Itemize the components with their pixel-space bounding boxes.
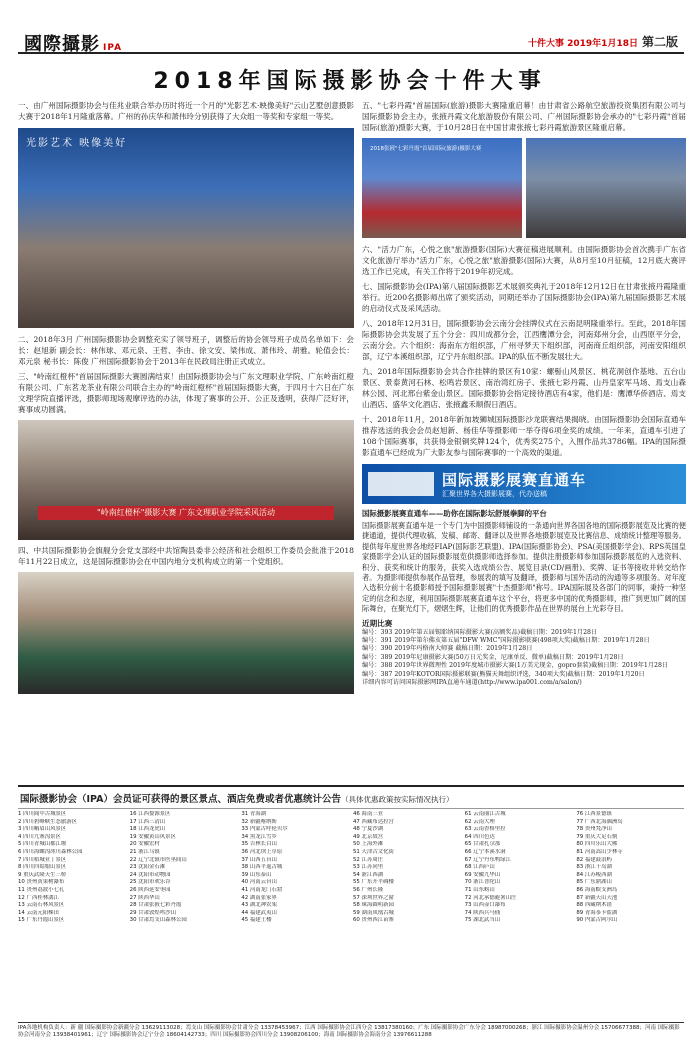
spot-item: 80 四川乐山大佛 <box>576 841 618 848</box>
article-5: 五、"七彩丹霞"首届国际(旅游)摄影大赛隆重启幕！由甘肃省公路航空旅游投资集团有限公司与国际摄影协会主办，张掖丹霞文化旅游股份有限公司、广州国际摄影协会承办的"七彩丹霞"首届国际(旅游)摄影大赛，于10月28日在中国甘肃张掖七彩丹霞旅游景区隆重启幕。 <box>362 101 686 132</box>
spot-item: 25 沈阳市欢乐谷 <box>129 879 171 886</box>
article-7: 七、国际摄影协会(IPA)第八届国际摄影艺术展颁奖典礼于2018年12月12日在甘肃张掖丹霞隆重举行。近200名摄影师出席了颁奖活动，同期还举办了国际摄影协会(IPA)第九届国际摄影艺术展的启动仪式及采风活动。 <box>362 282 686 313</box>
spot-item: 16 江西婺源景区 <box>129 811 171 817</box>
spot-item: 24 沈阳市动物园 <box>129 871 171 878</box>
spot-item: 71 山东崂山 <box>464 886 495 893</box>
right-column <box>362 100 686 688</box>
spot-item: 10 贵州黄果树瀑布 <box>18 879 65 886</box>
article-6: 六、"活力广东，心悦之旅"旅游摄影(国际)大赛征稿进展顺利。由国际摄影协会首次携手广东省文化旅游厅举办"活力广东，心悦之旅"旅游摄影(国际)大赛，从8月至10月征稿，12月底大赛评选工作已完成，有关工作将于2019年初完成。 <box>362 245 686 276</box>
spot-item: 64 四川色达 <box>464 833 495 840</box>
spot-item: 30 甘肃焉支山森林公园 <box>129 917 187 924</box>
spot-item: 60 贵州西江苗寨 <box>352 917 394 924</box>
spot-item: 9 重庆武隆天生三桥 <box>18 871 67 878</box>
recent-item: 编号：388 2019年世界微理性 2019年度城市摄影大赛(1万美元现金，gopro套装)截稿日期：2019年1月28日 <box>362 662 669 670</box>
photo-meeting <box>18 572 354 694</box>
spot-item: 55 广东开平碉楼 <box>352 879 394 886</box>
spot-item: 27 陕西华山 <box>129 894 160 901</box>
spot-item: 3 四川峨眉山风景区 <box>18 826 67 833</box>
spot-item: 86 海南蜈支洲岛 <box>576 886 618 893</box>
spot-item: 83 浙江千岛湖 <box>576 864 612 871</box>
article-8: 八、2018年12月31日，国际摄影协会云南分会挂牌仪式在云南昆明隆重举行。至此，2018年国际摄影协会共发展了五个分会：四川成都分会，江西鹰潭分会，河南郑州分会，山西原平分会，云南分会。六个组织：海南东方组织部，广州寻梦天下组织部，河南商丘组织部，河南安阳组织部，辽宁本溪组织部，辽宁丹东组织部。IPA的队伍不断发展壮大。 <box>362 319 686 361</box>
spot-item: 46 海南三亚 <box>352 811 384 817</box>
spot-item: 77 广西北海涠洲岛 <box>576 818 623 825</box>
recent-link[interactable]: 详细内容可访问国际摄影网IPA直通车通道(http://www.ipa001.com/a/salon/) <box>362 679 582 687</box>
page-number: 第二版 <box>641 35 678 49</box>
spot-item: 59 湖南凤凰古城 <box>352 909 394 916</box>
spot-item: 62 云南大理 <box>464 818 495 825</box>
spot-item: 54 浙江西湖 <box>352 871 384 878</box>
table-title: 国际摄影协会（IPA）会员证可获得的景区景点、酒店免费或者优惠统计公告（具体优惠政策按实际情况执行） <box>20 794 454 805</box>
spot-item: 57 深圳世界之窗 <box>352 894 394 901</box>
spot-item: 39 山东泰山 <box>241 871 272 878</box>
spot-item: 84 江苏瘦西湖 <box>576 871 612 878</box>
masthead <box>18 28 684 54</box>
spot-item: 22 辽宁北镇市医巫闾山 <box>129 856 187 863</box>
spot-item: 17 江西三清山 <box>129 818 166 825</box>
spot-item: 65 甘肃扎尕那 <box>464 841 501 848</box>
spot-item: 74 陕西兵马俑 <box>464 909 501 916</box>
recent-item: 编号：391 2019年第尔佛亥第五届"DFW WMC"国际摄影联赛(498项大奖)截稿日期：2019年1月28日 <box>362 637 650 645</box>
spot-item: 2 四川碧峰峡生态旅游区 <box>18 818 78 825</box>
article-4: 四、中共国际摄影协会旗舰分会党支部经中共馆陶县委非公经济和社会组织工作委员会批准于2018年11月22日成立，这是国际摄影协会在中国内地分支机构成立的第一个党组织。 <box>18 546 354 566</box>
spot-item: 31 青海湖 <box>241 811 267 817</box>
spot-item: 35 吉林长白山 <box>241 841 277 848</box>
spot-item: 50 上海外滩 <box>352 841 384 848</box>
direct-train-banner: 国际摄影展赛直通车 汇聚世界各大摄影展赛，代办送稿 <box>362 464 686 504</box>
spot-item: 79 重庆大足石刻 <box>576 833 618 840</box>
spot-item: 68 江西庐山 <box>464 864 495 871</box>
spot-item: 61 云南丽江古城 <box>464 811 506 817</box>
spot-item: 42 湖南张家界 <box>241 894 277 901</box>
spot-item: 49 北京故宫 <box>352 833 384 840</box>
spot-item: 36 河北坝上草原 <box>241 848 283 855</box>
recent-item: 编号：393 2019年第五届锡耶纳国际摄影大赛(高额奖品)截稿日期：2019年1月28日 <box>362 628 598 636</box>
spot-item: 58 珠海圆明新园 <box>352 902 394 909</box>
left-column <box>18 100 354 694</box>
photo-award-ceremony: 光影艺术 映像美好 <box>18 128 354 328</box>
article-3: 三、"岭南红橙杯"首届国际摄影大赛圆满结束！由国际摄影协会与广东文理职业学院、广东岭南红橙有限公司、广东茗龙茶业有限公司联合主办的"岭南红橙杯"首届国际摄影大赛，于四月十六日在广东文理学院直播评选，摄影师现场观摩评选的办法，体现了赛事的公开、公正及透明，获得广泛好评，赛事成功圆满。 <box>18 372 354 414</box>
photo-group: "岭南红橙杯"摄影大赛 广东文理职业学院采风活动 <box>18 420 354 540</box>
spot-item: 75 湖北武当山 <box>464 917 501 924</box>
spot-item: 33 内蒙古呼伦贝尔 <box>241 826 288 833</box>
spot-item: 21 浙江乌镇 <box>129 848 160 855</box>
spots-grid <box>18 808 684 925</box>
spot-item: 67 辽宁丹东鸭绿江 <box>464 856 511 863</box>
spot-item: 5 四川青城山都江堰 <box>18 841 67 848</box>
contacts-footer: IPA各地机构负责人：新 疆 国际摄影协会新疆分会 13629113028；焉支山 国际摄影协会甘肃分会 13378453967；江西 国际摄影协会江西分会 13817380160；广东 国际摄影协会广东分会 18987000268；浙江 国际摄影协会温州分会 15706677388；河南 国际摄影协会河南分会 13938401961；辽宁 国际摄影协会辽宁分会 18604142733；四川 国际摄影协会四川分会 13908206100；海南 国际摄影协会海南分会 13976611288 <box>18 1022 684 1039</box>
spot-item: 66 辽宁本溪水洞 <box>464 848 506 855</box>
direct-train-heading: 国际摄影展赛直通车——助你在国际影坛舒展拳脚的平台 <box>362 509 547 518</box>
recent-item: 编号：389 2019年尼康摄影大赛(50万日元奖金，尼康单反、微单)截稿日期：2019年1月28日 <box>362 653 624 661</box>
spot-item: 26 陕西延安枣园 <box>129 886 171 893</box>
article-1: 一、由广州国际摄影协会与佳兆业联合举办历时将近一个月的"光影艺术·映像美好"云山艺墅创意摄影大赛于2018年1月隆重落幕。广州的孙庆华和萧伟玲分别获得了大众组一等奖和专家组一等奖。 <box>18 101 354 121</box>
spot-item: 43 湖北神农架 <box>241 902 277 909</box>
newspaper-logo: 國際攝影 IPA <box>24 34 123 55</box>
spot-item: 52 江苏周庄 <box>352 856 384 863</box>
spot-item: 20 安徽宏村 <box>129 841 160 848</box>
spot-item: 47 西藏布达拉宫 <box>352 818 394 825</box>
spot-item: 28 甘肃张掖七彩丹霞 <box>129 902 182 909</box>
spot-item: 63 云南香格里拉 <box>464 826 506 833</box>
spot-item: 18 江西龙虎山 <box>129 826 166 833</box>
scenic-spots-table <box>18 785 684 925</box>
spot-item: 13 云南石林风景区 <box>18 902 65 909</box>
spot-item: 15 广东丹霞山景区 <box>18 917 65 924</box>
spot-item: 8 四川四姑娘山景区 <box>18 864 67 871</box>
spot-item: 89 青海茶卡盐湖 <box>576 909 618 916</box>
spot-item: 38 山西平遥古城 <box>241 864 283 871</box>
recent-item: 编号：387 2019年KOTOR国际摄影联赛(熊猫天舞组织评选，340项大奖)截稿日期：2019年1月20日 <box>362 670 645 678</box>
recent-item: 编号：390 2019年玛格南大师赛 截稿日期：2019年1月28日 <box>362 645 533 653</box>
spot-item: 12 广西桂林漓江 <box>18 894 59 901</box>
spot-item: 82 福建鼓浪屿 <box>576 856 612 863</box>
spot-item: 72 河北承德避暑山庄 <box>464 894 517 901</box>
spot-item: 11 贵州荔波小七孔 <box>18 886 65 893</box>
spot-item: 44 福建武夷山 <box>241 909 277 916</box>
spot-item: 73 山西壶口瀑布 <box>464 902 506 909</box>
spot-item: 78 贵州梵净山 <box>576 826 612 833</box>
spot-item: 70 浙江普陀山 <box>464 879 501 886</box>
spot-item: 81 河南嵩山少林寺 <box>576 848 623 855</box>
spot-item: 45 福建土楼 <box>241 917 272 924</box>
recent-list <box>362 629 686 688</box>
spot-item: 76 江西景德镇 <box>576 811 612 817</box>
article-9: 九、2018年国际摄影协会共合作挂牌的景区有10家：螺髻山风景区、桃花洞创作基地、五台山景区、景泰黄河石林、松鸣岩景区、南治湾红房子、张掖七彩丹霞、山丹皇家军马场、焉支山森林公园、河北邢台紫金山景区。国际摄影协会指定接待酒店有4家，他们是：鹰潭华侨酒店、焉支山酒店、盛华文化酒店、张掖鑫禾顺假日酒店。 <box>362 367 686 409</box>
spot-item: 4 四川九寨沟景区 <box>18 833 61 840</box>
partner-logos <box>368 472 434 496</box>
spot-item: 56 广州长隆 <box>352 886 384 893</box>
direct-train-body: 国际摄影展赛直通车是一个专门为中国摄影师铺设的一条通向世界各国各地的国际摄影展览及比赛的便捷通道，提供代理收稿、发稿、邮寄、翻译以及世界各地摄影展览及比赛信息、成绩统计整理等服务。提供每年度世界各地经FIAP(国际影艺联盟)、IPA(国际摄影协会)、PSA(美国摄影学会)、RPS英国皇家摄影学会)认证的国际摄影展览供摄影师选择参加。提供注册摄影师参加国际摄影展览的入选资料、积分、获奖和统计的服务，获奖入选成绩公告、展览目录(CD/画册)、奖牌、证书等接收并转交给作者。为摄影师提供参展作品管理，参展表的填写及翻译，摄影师与国外活动的沟通等多项服务。对年度入选积分前十名摄影师授予国际摄影展赛"十杰摄影师"称号。IPA国际展及各部门的同事，秉持一种坚定的信念和态度，利用国际摄影展赛直通车这个平台，将更多中国的优秀摄影师，推广到更加广阔的国际舞台，在聚光灯下，熠熠生辉，让他们的优秀摄影作品在世界的展台上光彩夺目。 <box>362 521 686 614</box>
spot-item: 19 安徽黄山风景区 <box>129 833 176 840</box>
page-title: 2018年国际摄影协会十件大事 <box>153 69 547 94</box>
spot-item: 85 广东鼎湖山 <box>576 879 612 886</box>
spot-item: 37 山西五台山 <box>241 856 277 863</box>
photo-danxia-guests <box>526 138 686 238</box>
photo-danxia-launch: 2018张掖"七彩丹霞"首届国际(旅游)摄影大赛 <box>362 138 522 238</box>
issue-info: 十件大事 2019年1月18日 第二版 <box>528 35 678 49</box>
spot-item: 32 新疆喀纳斯 <box>241 818 277 825</box>
spot-item: 48 宁夏沙湖 <box>352 826 384 833</box>
recent-heading: 近期比赛 <box>362 618 393 628</box>
spot-item: 34 黑龙江雪乡 <box>241 833 277 840</box>
spot-item: 90 内蒙古阿尔山 <box>576 917 618 924</box>
spot-item: 23 沈阳金石滩 <box>129 864 166 871</box>
spot-item: 69 安徽九华山 <box>464 871 501 878</box>
spot-item: 29 甘肃敦煌鸣沙山 <box>129 909 176 916</box>
spot-item: 1 四川阆中古城景区 <box>18 811 67 817</box>
spot-item: 14 云南元阳梯田 <box>18 909 59 916</box>
spot-item: 53 江苏同里 <box>352 864 384 871</box>
spot-item: 51 天津古文化街 <box>352 848 394 855</box>
spot-item: 7 四川稻城亚丁景区 <box>18 856 67 863</box>
spot-item: 41 河南龙门石窟 <box>241 886 283 893</box>
spot-item: 40 河南云台山 <box>241 879 277 886</box>
spot-item: 6 四川海螺沟冰川森林公园 <box>18 848 83 855</box>
spot-item: 87 新疆天山天池 <box>576 894 618 901</box>
spot-item: 88 西藏纳木错 <box>576 902 612 909</box>
article-2: 二、2018年3月 广州国际摄影协会调整充实了领导班子，调整后的协会领导班子成员名单如下：会长：赵旭新 副会长：林伟球、邓元泉、王哲、李由、徐文安、梁伟成、萧伟玲、胡雅。轮值会长：邓元泉 秘书长：陈俊 广州国际摄影协会于2013年在民政局注册正式成立。 <box>18 335 354 366</box>
article-10: 十、2018年11月，2018年新加坡狮城国际摄影沙龙联赛结果揭晓。由国际摄影协会国际直通车推荐选送的我会会员赵旭新、杨佳华等摄影师一举夺得6项金奖的成绩。一年来，直通车引进了108个国际赛事，共获得金银铜奖牌124个，优秀奖275个，入围作品共3786幅。IPA的国际摄影直通车已经成为广大影友参与国际赛事的一个高效的渠道。 <box>362 415 686 457</box>
